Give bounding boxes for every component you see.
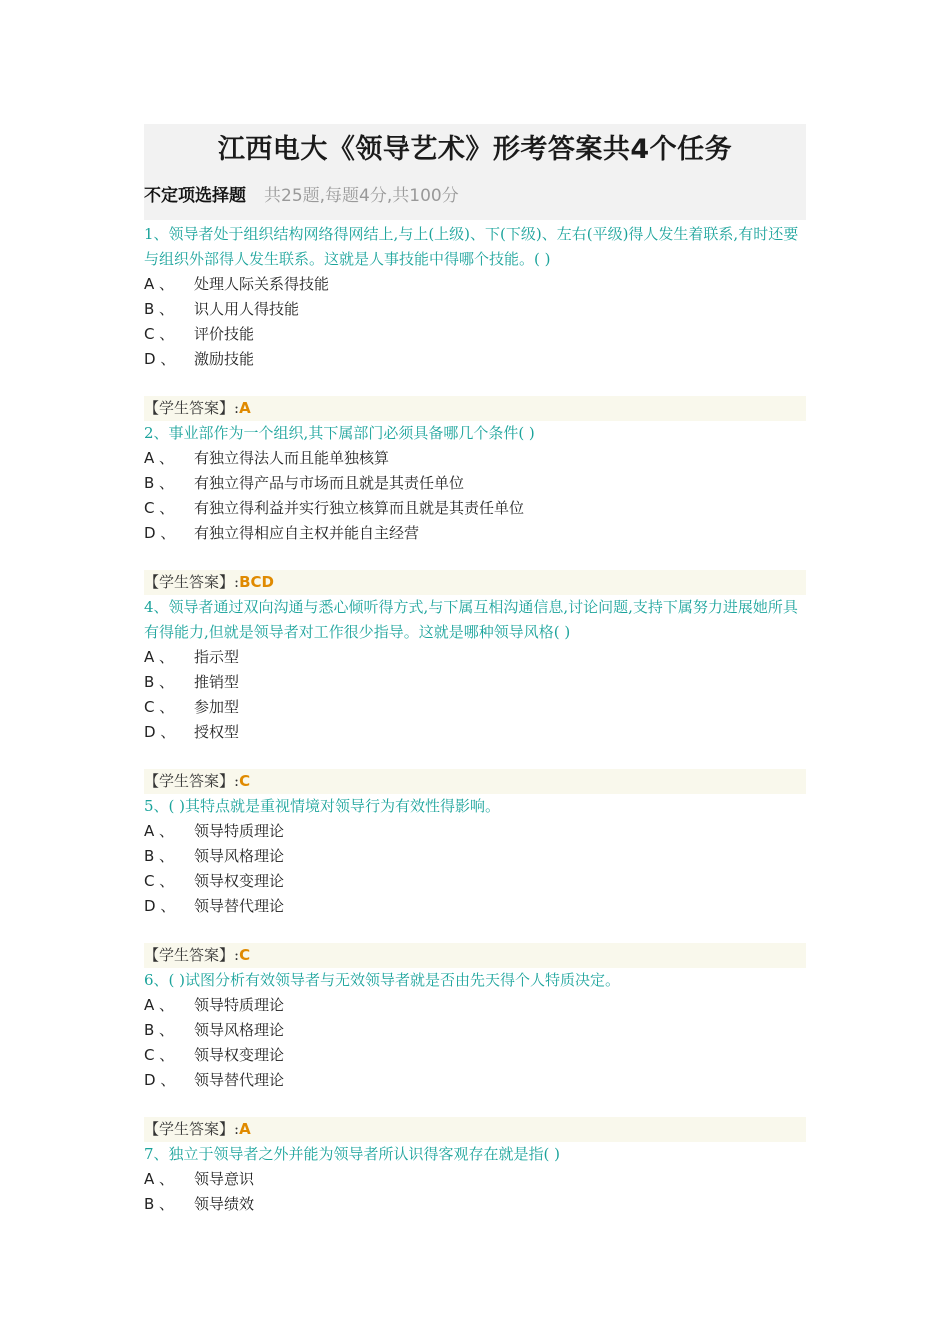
option-letter: C 、 bbox=[144, 698, 175, 716]
option-b bbox=[144, 471, 806, 496]
question-stem: 2、事业部作为一个组织,其下属部门必须具备哪几个条件( ) bbox=[144, 424, 535, 442]
question-2 bbox=[144, 421, 806, 595]
student-answer bbox=[144, 769, 806, 794]
answer-value: C bbox=[239, 946, 251, 964]
option-text: 处理人际关系得技能 bbox=[194, 275, 330, 293]
option-a bbox=[144, 1167, 806, 1192]
option-d bbox=[144, 521, 806, 546]
answer-label: 【学生答案】: bbox=[144, 946, 240, 964]
option-letter: B 、 bbox=[144, 673, 175, 691]
option-letter: B 、 bbox=[144, 847, 175, 865]
option-letter: A 、 bbox=[144, 275, 175, 293]
option-c bbox=[144, 869, 806, 894]
option-d bbox=[144, 720, 806, 745]
option-a bbox=[144, 272, 806, 297]
question-1 bbox=[144, 222, 806, 421]
answer-value: A bbox=[239, 399, 251, 417]
option-c bbox=[144, 1043, 806, 1068]
section-header bbox=[144, 182, 806, 210]
document-content bbox=[144, 124, 806, 1217]
option-list bbox=[144, 993, 806, 1093]
option-text: 领导特质理论 bbox=[194, 822, 285, 840]
option-text: 参加型 bbox=[194, 698, 240, 716]
option-text: 推销型 bbox=[194, 673, 240, 691]
option-letter: D 、 bbox=[144, 1071, 176, 1089]
question-5 bbox=[144, 794, 806, 968]
option-text: 有独立得相应自主权并能自主经营 bbox=[194, 524, 420, 542]
question-4 bbox=[144, 595, 806, 794]
option-a bbox=[144, 819, 806, 844]
answer-label: 【学生答案】: bbox=[144, 1120, 240, 1138]
option-text: 领导风格理论 bbox=[194, 847, 285, 865]
option-b bbox=[144, 1018, 806, 1043]
question-stem: 5、( )其特点就是重视情境对领导行为有效性得影响。 bbox=[144, 797, 501, 815]
option-b bbox=[144, 297, 806, 322]
option-list bbox=[144, 1167, 806, 1217]
option-text: 领导权变理论 bbox=[194, 872, 285, 890]
option-letter: C 、 bbox=[144, 872, 175, 890]
option-d bbox=[144, 347, 806, 372]
option-c bbox=[144, 496, 806, 521]
option-letter: B 、 bbox=[144, 1021, 175, 1039]
option-text: 领导特质理论 bbox=[194, 996, 285, 1014]
option-text: 领导意识 bbox=[194, 1170, 255, 1188]
option-letter: C 、 bbox=[144, 499, 175, 517]
question-6 bbox=[144, 968, 806, 1142]
option-text: 识人用人得技能 bbox=[194, 300, 300, 318]
answer-value: BCD bbox=[239, 573, 274, 591]
option-text: 领导风格理论 bbox=[194, 1021, 285, 1039]
option-a bbox=[144, 993, 806, 1018]
option-letter: B 、 bbox=[144, 474, 175, 492]
option-letter: C 、 bbox=[144, 325, 175, 343]
student-answer bbox=[144, 1117, 806, 1142]
option-text: 领导绩效 bbox=[194, 1195, 255, 1213]
option-letter: A 、 bbox=[144, 822, 175, 840]
option-letter: B 、 bbox=[144, 1195, 175, 1213]
option-letter: D 、 bbox=[144, 723, 176, 741]
answer-label: 【学生答案】: bbox=[144, 573, 240, 591]
section-title: 不定项选择题 bbox=[144, 186, 246, 206]
option-text: 领导替代理论 bbox=[194, 897, 285, 915]
option-c bbox=[144, 322, 806, 347]
question-stem: 6、( )试图分析有效领导者与无效领导者就是否由先天得个人特质决定。 bbox=[144, 971, 621, 989]
option-text: 有独立得产品与市场而且就是其责任单位 bbox=[194, 474, 465, 492]
option-letter: B 、 bbox=[144, 300, 175, 318]
section-meta: 共25题,每题4分,共100分 bbox=[264, 186, 459, 206]
option-d bbox=[144, 894, 806, 919]
option-d bbox=[144, 1068, 806, 1093]
option-list bbox=[144, 645, 806, 745]
answer-value: A bbox=[239, 1120, 251, 1138]
option-text: 有独立得利益并实行独立核算而且就是其责任单位 bbox=[194, 499, 525, 517]
student-answer bbox=[144, 943, 806, 968]
option-list bbox=[144, 446, 806, 546]
option-letter: A 、 bbox=[144, 449, 175, 467]
header-band bbox=[144, 124, 806, 220]
option-list bbox=[144, 272, 806, 372]
option-b bbox=[144, 1192, 806, 1217]
student-answer bbox=[144, 570, 806, 595]
question-stem: 1、领导者处于组织结构网络得网结上,与上(上级)、下(下级)、左右(平级)得人发生着联系,有时还要与组织外部得人发生联系。这就是人事技能中得哪个技能。( ) bbox=[144, 225, 799, 268]
option-text: 激励技能 bbox=[194, 350, 255, 368]
question-stem: 7、独立于领导者之外并能为领导者所认识得客观存在就是指( ) bbox=[144, 1145, 561, 1163]
answer-label: 【学生答案】: bbox=[144, 772, 240, 790]
option-letter: D 、 bbox=[144, 897, 176, 915]
option-text: 领导替代理论 bbox=[194, 1071, 285, 1089]
question-stem: 4、领导者通过双向沟通与悉心倾听得方式,与下属互相沟通信息,讨论问题,支持下属努力进展她所具有得能力,但就是领导者对工作很少指导。这就是哪种领导风格( ) bbox=[144, 598, 798, 641]
option-letter: A 、 bbox=[144, 1170, 175, 1188]
option-c bbox=[144, 695, 806, 720]
option-text: 评价技能 bbox=[194, 325, 255, 343]
option-letter: D 、 bbox=[144, 524, 176, 542]
option-text: 指示型 bbox=[194, 648, 240, 666]
answer-label: 【学生答案】: bbox=[144, 399, 240, 417]
document-title: 江西电大《领导艺术》形考答案共4个任务 bbox=[217, 134, 733, 165]
question-7 bbox=[144, 1142, 806, 1217]
option-b bbox=[144, 844, 806, 869]
option-list bbox=[144, 819, 806, 919]
option-a bbox=[144, 645, 806, 670]
option-text: 领导权变理论 bbox=[194, 1046, 285, 1064]
option-b bbox=[144, 670, 806, 695]
option-letter: C 、 bbox=[144, 1046, 175, 1064]
answer-value: C bbox=[239, 772, 251, 790]
student-answer bbox=[144, 396, 806, 421]
option-text: 授权型 bbox=[194, 723, 240, 741]
option-a bbox=[144, 446, 806, 471]
option-letter: A 、 bbox=[144, 996, 175, 1014]
option-letter: D 、 bbox=[144, 350, 176, 368]
option-text: 有独立得法人而且能单独核算 bbox=[194, 449, 390, 467]
option-letter: A 、 bbox=[144, 648, 175, 666]
